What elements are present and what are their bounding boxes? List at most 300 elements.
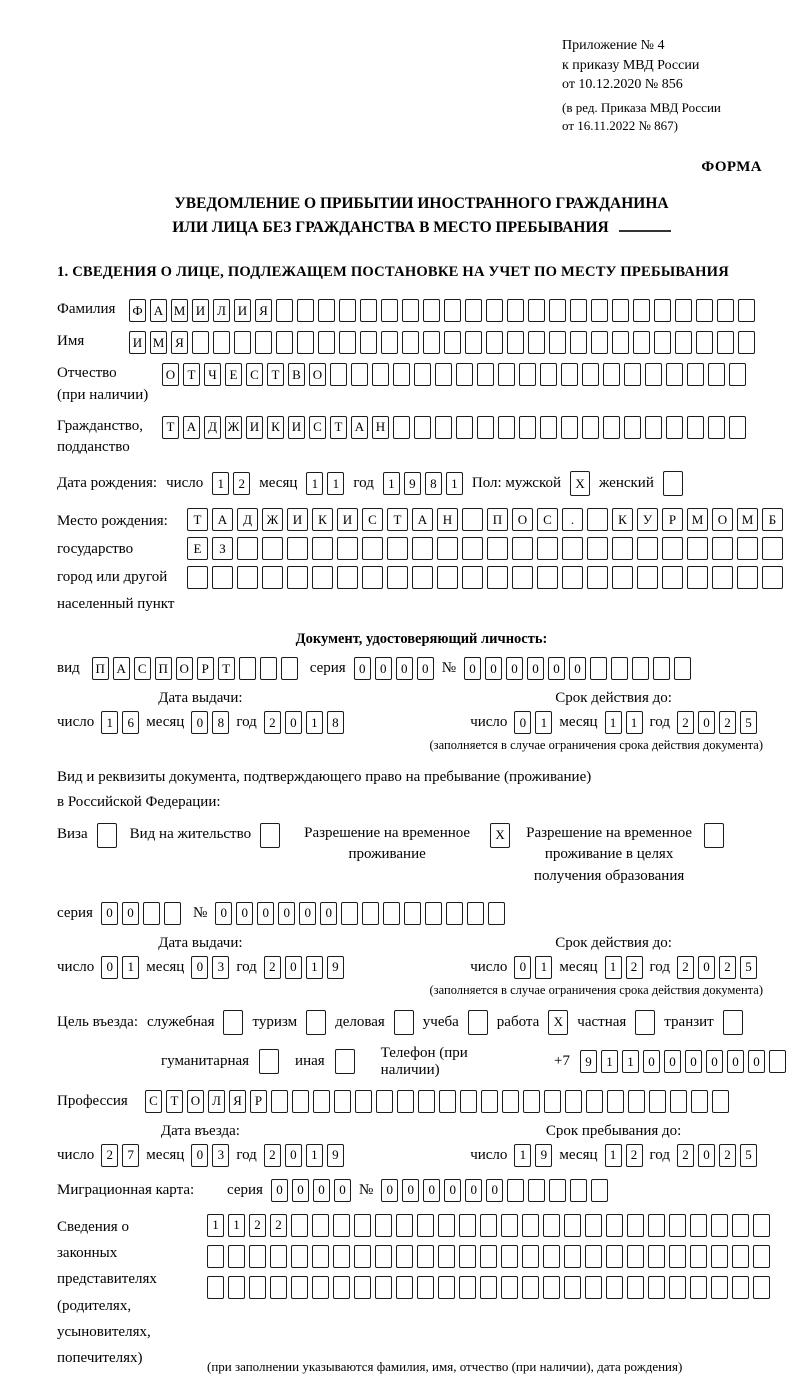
char-cell[interactable]: [712, 537, 733, 560]
char-cell[interactable]: И: [129, 331, 146, 354]
char-cell[interactable]: [396, 1214, 413, 1237]
char-cell[interactable]: [582, 416, 599, 439]
char-cell[interactable]: [711, 1276, 728, 1299]
char-cell[interactable]: [519, 416, 536, 439]
char-cell[interactable]: [418, 1090, 435, 1113]
char-cell[interactable]: [333, 1276, 350, 1299]
char-cell[interactable]: И: [287, 508, 308, 531]
char-cell[interactable]: М: [171, 299, 188, 322]
char-cell[interactable]: [582, 363, 599, 386]
char-cell[interactable]: 9: [580, 1050, 597, 1073]
char-cell[interactable]: [351, 363, 368, 386]
char-cell[interactable]: [738, 299, 755, 322]
char-cell[interactable]: Т: [166, 1090, 183, 1113]
char-cell[interactable]: П: [487, 508, 508, 531]
char-cell[interactable]: 1: [306, 956, 323, 979]
char-cell[interactable]: О: [162, 363, 179, 386]
char-cell[interactable]: 1: [306, 711, 323, 734]
char-cell[interactable]: [287, 566, 308, 589]
char-cell[interactable]: А: [412, 508, 433, 531]
char-cell[interactable]: [281, 657, 298, 680]
char-cell[interactable]: [387, 566, 408, 589]
char-cell[interactable]: [543, 1214, 560, 1237]
char-cell[interactable]: 3: [212, 1144, 229, 1167]
char-cell[interactable]: [334, 1090, 351, 1113]
char-cell[interactable]: 0: [236, 902, 253, 925]
char-cell[interactable]: [355, 1090, 372, 1113]
char-cell[interactable]: 0: [417, 657, 434, 680]
char-cell[interactable]: Л: [208, 1090, 225, 1113]
char-cell[interactable]: [612, 566, 633, 589]
char-cell[interactable]: [287, 537, 308, 560]
char-cell[interactable]: И: [234, 299, 251, 322]
char-cell[interactable]: [477, 416, 494, 439]
char-cell[interactable]: [318, 299, 335, 322]
char-cell[interactable]: [674, 657, 691, 680]
char-cell[interactable]: О: [512, 508, 533, 531]
char-cell[interactable]: [271, 1090, 288, 1113]
char-cell[interactable]: [717, 299, 734, 322]
char-cell[interactable]: [354, 1214, 371, 1237]
char-cell[interactable]: [465, 331, 482, 354]
char-cell[interactable]: [414, 363, 431, 386]
char-cell[interactable]: X: [570, 471, 590, 496]
char-cell[interactable]: [444, 331, 461, 354]
char-cell[interactable]: П: [155, 657, 172, 680]
char-cell[interactable]: 1: [605, 711, 622, 734]
char-cell[interactable]: [607, 1090, 624, 1113]
char-cell[interactable]: [711, 1245, 728, 1268]
char-cell[interactable]: [480, 1214, 497, 1237]
char-cell[interactable]: 0: [313, 1179, 330, 1202]
char-cell[interactable]: Т: [187, 508, 208, 531]
char-cell[interactable]: [624, 363, 641, 386]
char-cell[interactable]: [691, 1090, 708, 1113]
char-cell[interactable]: П: [92, 657, 109, 680]
char-cell[interactable]: [732, 1245, 749, 1268]
char-cell[interactable]: С: [145, 1090, 162, 1113]
char-cell[interactable]: З: [212, 537, 233, 560]
char-cell[interactable]: 1: [228, 1214, 245, 1237]
char-cell[interactable]: [459, 1276, 476, 1299]
char-cell[interactable]: 0: [257, 902, 274, 925]
char-cell[interactable]: 2: [719, 1144, 736, 1167]
char-cell[interactable]: [690, 1245, 707, 1268]
char-cell[interactable]: 0: [396, 657, 413, 680]
char-cell[interactable]: [207, 1245, 224, 1268]
char-cell[interactable]: [381, 331, 398, 354]
char-cell[interactable]: [687, 363, 704, 386]
char-cell[interactable]: Т: [330, 416, 347, 439]
char-cell[interactable]: 8: [327, 711, 344, 734]
char-cell[interactable]: [417, 1276, 434, 1299]
char-cell[interactable]: [396, 1245, 413, 1268]
char-cell[interactable]: [666, 416, 683, 439]
char-cell[interactable]: К: [612, 508, 633, 531]
char-cell[interactable]: [423, 331, 440, 354]
char-cell[interactable]: [412, 537, 433, 560]
char-cell[interactable]: [711, 1214, 728, 1237]
char-cell[interactable]: [297, 299, 314, 322]
char-cell[interactable]: К: [312, 508, 333, 531]
char-cell[interactable]: [438, 1276, 455, 1299]
char-cell[interactable]: [603, 363, 620, 386]
char-cell[interactable]: [228, 1276, 245, 1299]
char-cell[interactable]: [603, 416, 620, 439]
char-cell[interactable]: .: [562, 508, 583, 531]
char-cell[interactable]: 1: [535, 956, 552, 979]
char-cell[interactable]: 1: [446, 472, 463, 495]
char-cell[interactable]: [487, 537, 508, 560]
char-cell[interactable]: [606, 1276, 623, 1299]
char-cell[interactable]: Т: [162, 416, 179, 439]
char-cell[interactable]: [333, 1245, 350, 1268]
char-cell[interactable]: [654, 299, 671, 322]
char-cell[interactable]: [663, 471, 683, 496]
char-cell[interactable]: [501, 1276, 518, 1299]
char-cell[interactable]: [507, 1179, 524, 1202]
char-cell[interactable]: [255, 331, 272, 354]
char-cell[interactable]: 0: [748, 1050, 765, 1073]
char-cell[interactable]: [662, 566, 683, 589]
char-cell[interactable]: [624, 416, 641, 439]
char-cell[interactable]: [438, 1214, 455, 1237]
char-cell[interactable]: [587, 508, 608, 531]
char-cell[interactable]: [729, 416, 746, 439]
char-cell[interactable]: [586, 1090, 603, 1113]
char-cell[interactable]: Л: [213, 299, 230, 322]
char-cell[interactable]: [522, 1245, 539, 1268]
char-cell[interactable]: 9: [535, 1144, 552, 1167]
char-cell[interactable]: [460, 1090, 477, 1113]
char-cell[interactable]: [223, 1010, 243, 1035]
char-cell[interactable]: [612, 299, 629, 322]
char-cell[interactable]: [565, 1090, 582, 1113]
char-cell[interactable]: [690, 1276, 707, 1299]
char-cell[interactable]: В: [288, 363, 305, 386]
char-cell[interactable]: [633, 331, 650, 354]
char-cell[interactable]: [362, 902, 379, 925]
char-cell[interactable]: 2: [264, 1144, 281, 1167]
char-cell[interactable]: [437, 537, 458, 560]
char-cell[interactable]: [523, 1090, 540, 1113]
char-cell[interactable]: [564, 1245, 581, 1268]
char-cell[interactable]: [387, 537, 408, 560]
char-cell[interactable]: 2: [626, 1144, 643, 1167]
char-cell[interactable]: 2: [233, 472, 250, 495]
char-cell[interactable]: [468, 1010, 488, 1035]
char-cell[interactable]: [465, 299, 482, 322]
char-cell[interactable]: 0: [320, 902, 337, 925]
char-cell[interactable]: И: [288, 416, 305, 439]
char-cell[interactable]: [249, 1276, 266, 1299]
char-cell[interactable]: [654, 331, 671, 354]
char-cell[interactable]: [498, 416, 515, 439]
char-cell[interactable]: [207, 1276, 224, 1299]
char-cell[interactable]: [648, 1276, 665, 1299]
char-cell[interactable]: [591, 299, 608, 322]
char-cell[interactable]: [312, 1214, 329, 1237]
char-cell[interactable]: 0: [514, 956, 531, 979]
char-cell[interactable]: 6: [122, 711, 139, 734]
char-cell[interactable]: 1: [605, 956, 622, 979]
char-cell[interactable]: 9: [327, 1144, 344, 1167]
char-cell[interactable]: Я: [229, 1090, 246, 1113]
char-cell[interactable]: [662, 537, 683, 560]
char-cell[interactable]: [312, 1276, 329, 1299]
char-cell[interactable]: Н: [372, 416, 389, 439]
char-cell[interactable]: [477, 363, 494, 386]
char-cell[interactable]: [687, 537, 708, 560]
char-cell[interactable]: 3: [212, 956, 229, 979]
char-cell[interactable]: [611, 657, 628, 680]
char-cell[interactable]: 1: [626, 711, 643, 734]
char-cell[interactable]: [393, 416, 410, 439]
char-cell[interactable]: [712, 1090, 729, 1113]
char-cell[interactable]: Т: [218, 657, 235, 680]
char-cell[interactable]: [606, 1245, 623, 1268]
char-cell[interactable]: К: [267, 416, 284, 439]
char-cell[interactable]: 2: [719, 711, 736, 734]
char-cell[interactable]: [591, 331, 608, 354]
char-cell[interactable]: Е: [187, 537, 208, 560]
char-cell[interactable]: [249, 1245, 266, 1268]
char-cell[interactable]: [537, 537, 558, 560]
char-cell[interactable]: [341, 902, 358, 925]
char-cell[interactable]: О: [309, 363, 326, 386]
char-cell[interactable]: [675, 331, 692, 354]
char-cell[interactable]: [637, 566, 658, 589]
char-cell[interactable]: [512, 537, 533, 560]
char-cell[interactable]: 1: [101, 711, 118, 734]
char-cell[interactable]: 0: [698, 1144, 715, 1167]
char-cell[interactable]: О: [187, 1090, 204, 1113]
char-cell[interactable]: 9: [327, 956, 344, 979]
char-cell[interactable]: [337, 566, 358, 589]
char-cell[interactable]: [260, 657, 277, 680]
char-cell[interactable]: [585, 1245, 602, 1268]
char-cell[interactable]: [237, 566, 258, 589]
char-cell[interactable]: 1: [535, 711, 552, 734]
char-cell[interactable]: [738, 331, 755, 354]
char-cell[interactable]: 0: [569, 657, 586, 680]
char-cell[interactable]: [723, 1010, 743, 1035]
char-cell[interactable]: 0: [101, 902, 118, 925]
char-cell[interactable]: 5: [740, 711, 757, 734]
char-cell[interactable]: [402, 299, 419, 322]
char-cell[interactable]: [648, 1214, 665, 1237]
char-cell[interactable]: [762, 537, 783, 560]
char-cell[interactable]: 0: [527, 657, 544, 680]
char-cell[interactable]: [729, 363, 746, 386]
char-cell[interactable]: [292, 1090, 309, 1113]
char-cell[interactable]: И: [337, 508, 358, 531]
char-cell[interactable]: [486, 299, 503, 322]
char-cell[interactable]: [549, 331, 566, 354]
char-cell[interactable]: [394, 1010, 414, 1035]
char-cell[interactable]: [381, 299, 398, 322]
char-cell[interactable]: [628, 1090, 645, 1113]
char-cell[interactable]: [633, 299, 650, 322]
char-cell[interactable]: [708, 363, 725, 386]
char-cell[interactable]: [732, 1276, 749, 1299]
char-cell[interactable]: [544, 1090, 561, 1113]
char-cell[interactable]: [543, 1245, 560, 1268]
char-cell[interactable]: [769, 1050, 786, 1073]
char-cell[interactable]: [675, 299, 692, 322]
char-cell[interactable]: Б: [762, 508, 783, 531]
char-cell[interactable]: 0: [727, 1050, 744, 1073]
char-cell[interactable]: [737, 537, 758, 560]
char-cell[interactable]: [549, 1179, 566, 1202]
char-cell[interactable]: [404, 902, 421, 925]
char-cell[interactable]: [570, 331, 587, 354]
char-cell[interactable]: [306, 1010, 326, 1035]
char-cell[interactable]: [487, 566, 508, 589]
char-cell[interactable]: [587, 537, 608, 560]
char-cell[interactable]: [669, 1276, 686, 1299]
char-cell[interactable]: Ф: [129, 299, 146, 322]
char-cell[interactable]: [635, 1010, 655, 1035]
char-cell[interactable]: И: [246, 416, 263, 439]
char-cell[interactable]: [762, 566, 783, 589]
char-cell[interactable]: [462, 566, 483, 589]
char-cell[interactable]: [669, 1245, 686, 1268]
char-cell[interactable]: 9: [404, 472, 421, 495]
char-cell[interactable]: 0: [354, 657, 371, 680]
char-cell[interactable]: Д: [237, 508, 258, 531]
char-cell[interactable]: [439, 1090, 456, 1113]
char-cell[interactable]: [570, 1179, 587, 1202]
char-cell[interactable]: 0: [698, 711, 715, 734]
char-cell[interactable]: [606, 1214, 623, 1237]
char-cell[interactable]: 0: [191, 956, 208, 979]
char-cell[interactable]: [670, 1090, 687, 1113]
char-cell[interactable]: [397, 1090, 414, 1113]
char-cell[interactable]: 0: [464, 657, 481, 680]
char-cell[interactable]: [312, 537, 333, 560]
char-cell[interactable]: [612, 331, 629, 354]
char-cell[interactable]: 2: [677, 1144, 694, 1167]
char-cell[interactable]: А: [150, 299, 167, 322]
char-cell[interactable]: [501, 1214, 518, 1237]
char-cell[interactable]: [627, 1276, 644, 1299]
char-cell[interactable]: [632, 657, 649, 680]
char-cell[interactable]: 0: [285, 1144, 302, 1167]
char-cell[interactable]: 2: [719, 956, 736, 979]
char-cell[interactable]: [312, 1245, 329, 1268]
char-cell[interactable]: [486, 331, 503, 354]
char-cell[interactable]: [528, 299, 545, 322]
char-cell[interactable]: 0: [101, 956, 118, 979]
char-cell[interactable]: Т: [183, 363, 200, 386]
char-cell[interactable]: [456, 416, 473, 439]
char-cell[interactable]: 0: [122, 902, 139, 925]
char-cell[interactable]: [239, 657, 256, 680]
char-cell[interactable]: [318, 331, 335, 354]
char-cell[interactable]: [488, 902, 505, 925]
char-cell[interactable]: 1: [514, 1144, 531, 1167]
char-cell[interactable]: [291, 1245, 308, 1268]
char-cell[interactable]: А: [351, 416, 368, 439]
char-cell[interactable]: [270, 1245, 287, 1268]
char-cell[interactable]: [522, 1276, 539, 1299]
char-cell[interactable]: [522, 1214, 539, 1237]
char-cell[interactable]: [412, 566, 433, 589]
char-cell[interactable]: 0: [706, 1050, 723, 1073]
char-cell[interactable]: [591, 1179, 608, 1202]
char-cell[interactable]: [507, 299, 524, 322]
char-cell[interactable]: [362, 537, 383, 560]
char-cell[interactable]: 0: [514, 711, 531, 734]
char-cell[interactable]: Т: [387, 508, 408, 531]
char-cell[interactable]: 1: [306, 1144, 323, 1167]
char-cell[interactable]: 1: [122, 956, 139, 979]
char-cell[interactable]: 2: [677, 956, 694, 979]
char-cell[interactable]: 8: [212, 711, 229, 734]
char-cell[interactable]: [501, 1245, 518, 1268]
char-cell[interactable]: О: [712, 508, 733, 531]
char-cell[interactable]: [360, 331, 377, 354]
char-cell[interactable]: 0: [375, 657, 392, 680]
char-cell[interactable]: [737, 566, 758, 589]
char-cell[interactable]: С: [309, 416, 326, 439]
char-cell[interactable]: [570, 299, 587, 322]
char-cell[interactable]: [753, 1214, 770, 1237]
char-cell[interactable]: [587, 566, 608, 589]
char-cell[interactable]: [480, 1245, 497, 1268]
char-cell[interactable]: [372, 363, 389, 386]
char-cell[interactable]: [276, 331, 293, 354]
char-cell[interactable]: [297, 331, 314, 354]
char-cell[interactable]: 0: [299, 902, 316, 925]
char-cell[interactable]: Е: [225, 363, 242, 386]
char-cell[interactable]: [362, 566, 383, 589]
char-cell[interactable]: [456, 363, 473, 386]
char-cell[interactable]: [276, 299, 293, 322]
char-cell[interactable]: 1: [622, 1050, 639, 1073]
char-cell[interactable]: [540, 363, 557, 386]
char-cell[interactable]: [234, 331, 251, 354]
char-cell[interactable]: [396, 1276, 413, 1299]
char-cell[interactable]: [360, 299, 377, 322]
char-cell[interactable]: [480, 1276, 497, 1299]
char-cell[interactable]: 0: [285, 711, 302, 734]
char-cell[interactable]: [753, 1245, 770, 1268]
char-cell[interactable]: [291, 1276, 308, 1299]
char-cell[interactable]: [339, 331, 356, 354]
char-cell[interactable]: [354, 1276, 371, 1299]
char-cell[interactable]: 7: [122, 1144, 139, 1167]
char-cell[interactable]: [260, 823, 280, 848]
char-cell[interactable]: [259, 1049, 279, 1074]
char-cell[interactable]: 0: [191, 711, 208, 734]
char-cell[interactable]: [438, 1245, 455, 1268]
char-cell[interactable]: [446, 902, 463, 925]
char-cell[interactable]: X: [490, 823, 510, 848]
char-cell[interactable]: [333, 1214, 350, 1237]
char-cell[interactable]: [512, 566, 533, 589]
char-cell[interactable]: [462, 508, 483, 531]
char-cell[interactable]: [732, 1214, 749, 1237]
char-cell[interactable]: О: [176, 657, 193, 680]
char-cell[interactable]: Р: [250, 1090, 267, 1113]
char-cell[interactable]: [313, 1090, 330, 1113]
char-cell[interactable]: 1: [212, 472, 229, 495]
char-cell[interactable]: [481, 1090, 498, 1113]
char-cell[interactable]: 0: [664, 1050, 681, 1073]
char-cell[interactable]: [459, 1214, 476, 1237]
